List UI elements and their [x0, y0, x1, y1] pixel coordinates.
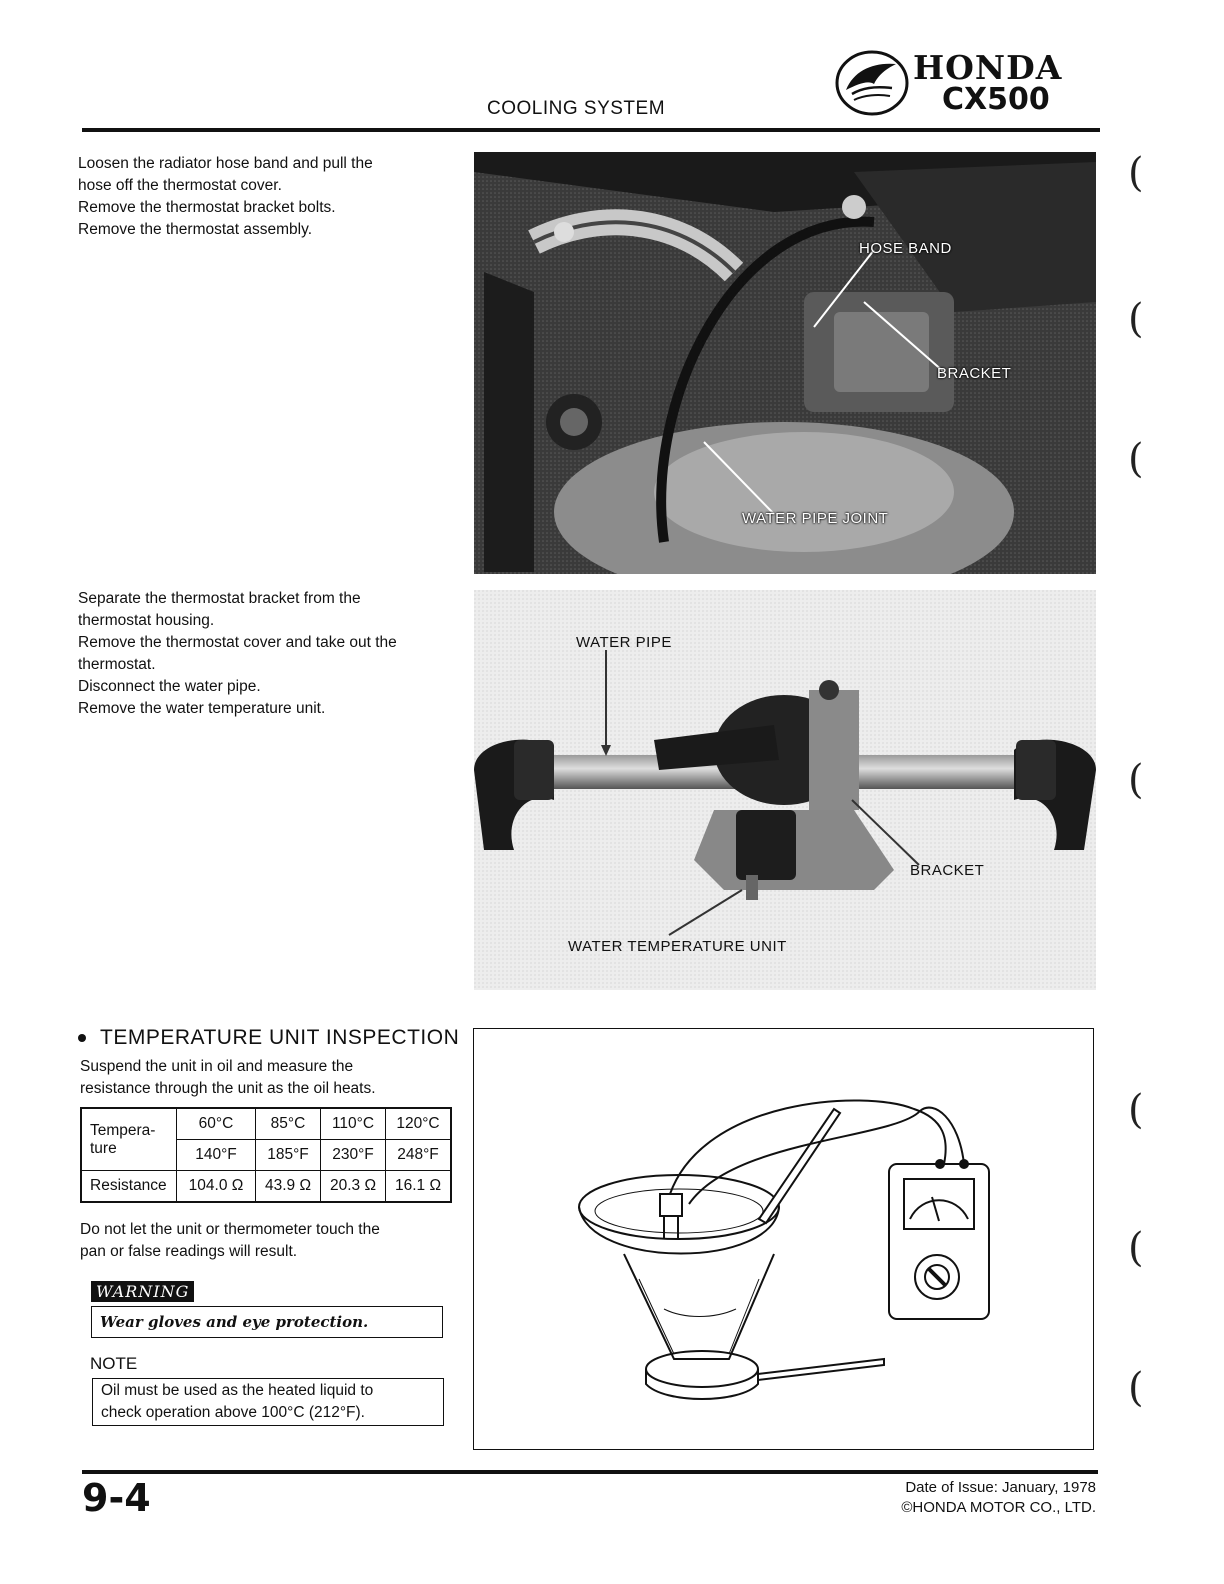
resistance-label: Resistance	[81, 1171, 177, 1203]
note-box	[92, 1378, 444, 1426]
binding-mark: (	[1128, 1365, 1144, 1411]
fahrenheit-cell: 185°F	[256, 1140, 321, 1171]
callout-water-pipe-joint: WATER PIPE JOINT	[742, 510, 889, 527]
thermostat-assembly-photo	[474, 590, 1096, 990]
inspection-intro	[80, 1056, 460, 1100]
test-setup-figure	[473, 1028, 1094, 1450]
step2-text	[78, 588, 458, 720]
resistance-table	[80, 1107, 452, 1203]
intro-line: Suspend the unit in oil and measure the	[80, 1058, 354, 1075]
resistance-cell: 104.0 Ω	[177, 1171, 256, 1203]
callout-bracket: BRACKET	[937, 365, 1012, 382]
temperature-label: Tempera-ture	[81, 1108, 177, 1171]
thermometer	[759, 1109, 840, 1223]
resistance-cell: 16.1 Ω	[386, 1171, 452, 1203]
table-row	[81, 1171, 451, 1203]
resistance-cell: 43.9 Ω	[256, 1171, 321, 1203]
binding-mark: (	[1128, 436, 1144, 482]
step2-line: thermostat.	[78, 656, 156, 673]
temperature-unit	[660, 1194, 682, 1216]
step2-line: Disconnect the water pipe.	[78, 678, 261, 695]
issue-info	[850, 1478, 1096, 1518]
warning-tag: WARNING	[91, 1281, 194, 1302]
intro-line: resistance through the unit as the oil heats.	[80, 1080, 376, 1097]
step2-line: thermostat housing.	[78, 612, 215, 629]
step2-line: Separate the thermostat bracket from the	[78, 590, 361, 607]
celsius-cell: 60°C	[177, 1108, 256, 1140]
note-label: NOTE	[90, 1354, 138, 1373]
fahrenheit-cell: 248°F	[386, 1140, 452, 1171]
caution-line: pan or false readings will result.	[80, 1243, 298, 1260]
step1-line: Loosen the radiator hose band and pull the	[78, 155, 373, 172]
note-line: check operation above 100°C (212°F).	[101, 1404, 365, 1421]
fahrenheit-cell: 140°F	[177, 1140, 256, 1171]
celsius-cell: 120°C	[386, 1108, 452, 1140]
celsius-cell: 85°C	[256, 1108, 321, 1140]
note-line: Oil must be used as the heated liquid to	[101, 1382, 374, 1399]
section-title: COOLING SYSTEM	[487, 98, 666, 119]
footer-rule	[82, 1470, 1098, 1474]
burner-base	[646, 1351, 758, 1387]
binding-mark: (	[1128, 757, 1144, 803]
inspection-heading	[78, 1026, 459, 1050]
step1-line: Remove the thermostat bracket bolts.	[78, 199, 336, 216]
caution-line: Do not let the unit or thermometer touch the	[80, 1221, 380, 1238]
test-setup-illustration	[474, 1029, 1092, 1448]
callout-water-temperature-unit: WATER TEMPERATURE UNIT	[568, 938, 787, 955]
step2-line: Remove the water temperature unit.	[78, 700, 326, 717]
fahrenheit-cell: 230°F	[321, 1140, 386, 1171]
header-rule	[82, 128, 1100, 132]
resistance-cell: 20.3 Ω	[321, 1171, 386, 1203]
warning-box: Wear gloves and eye protection.	[91, 1306, 443, 1338]
step1-text	[78, 153, 458, 241]
celsius-cell: 110°C	[321, 1108, 386, 1140]
caution-text	[80, 1219, 460, 1263]
issue-date: Date of Issue: January, 1978	[905, 1479, 1096, 1496]
table-row	[81, 1108, 451, 1140]
binding-mark: (	[1128, 150, 1144, 196]
copyright: ©HONDA MOTOR CO., LTD.	[901, 1499, 1096, 1516]
bullet-icon	[78, 1034, 86, 1042]
step2-line: Remove the thermostat cover and take out the	[78, 634, 397, 651]
callout-hose-band: HOSE BAND	[859, 240, 952, 257]
model-name: CX500	[942, 82, 1050, 117]
thermostat-assembly-illustration	[474, 590, 1096, 990]
callout-water-pipe: WATER PIPE	[576, 634, 672, 651]
burner-stand	[624, 1254, 774, 1359]
step1-line: hose off the thermostat cover.	[78, 177, 282, 194]
callout-bracket: BRACKET	[910, 862, 985, 879]
brand-name: HONDA	[913, 48, 1063, 87]
binding-mark: (	[1128, 1225, 1144, 1271]
binding-mark: (	[1128, 1087, 1144, 1133]
inspection-heading-text: TEMPERATURE UNIT INSPECTION	[100, 1026, 460, 1049]
honda-wing-logo	[834, 50, 910, 116]
engine-photo	[474, 152, 1096, 574]
step1-line: Remove the thermostat assembly.	[78, 221, 313, 238]
page-number: 9-4	[82, 1476, 151, 1520]
binding-mark: (	[1128, 296, 1144, 342]
